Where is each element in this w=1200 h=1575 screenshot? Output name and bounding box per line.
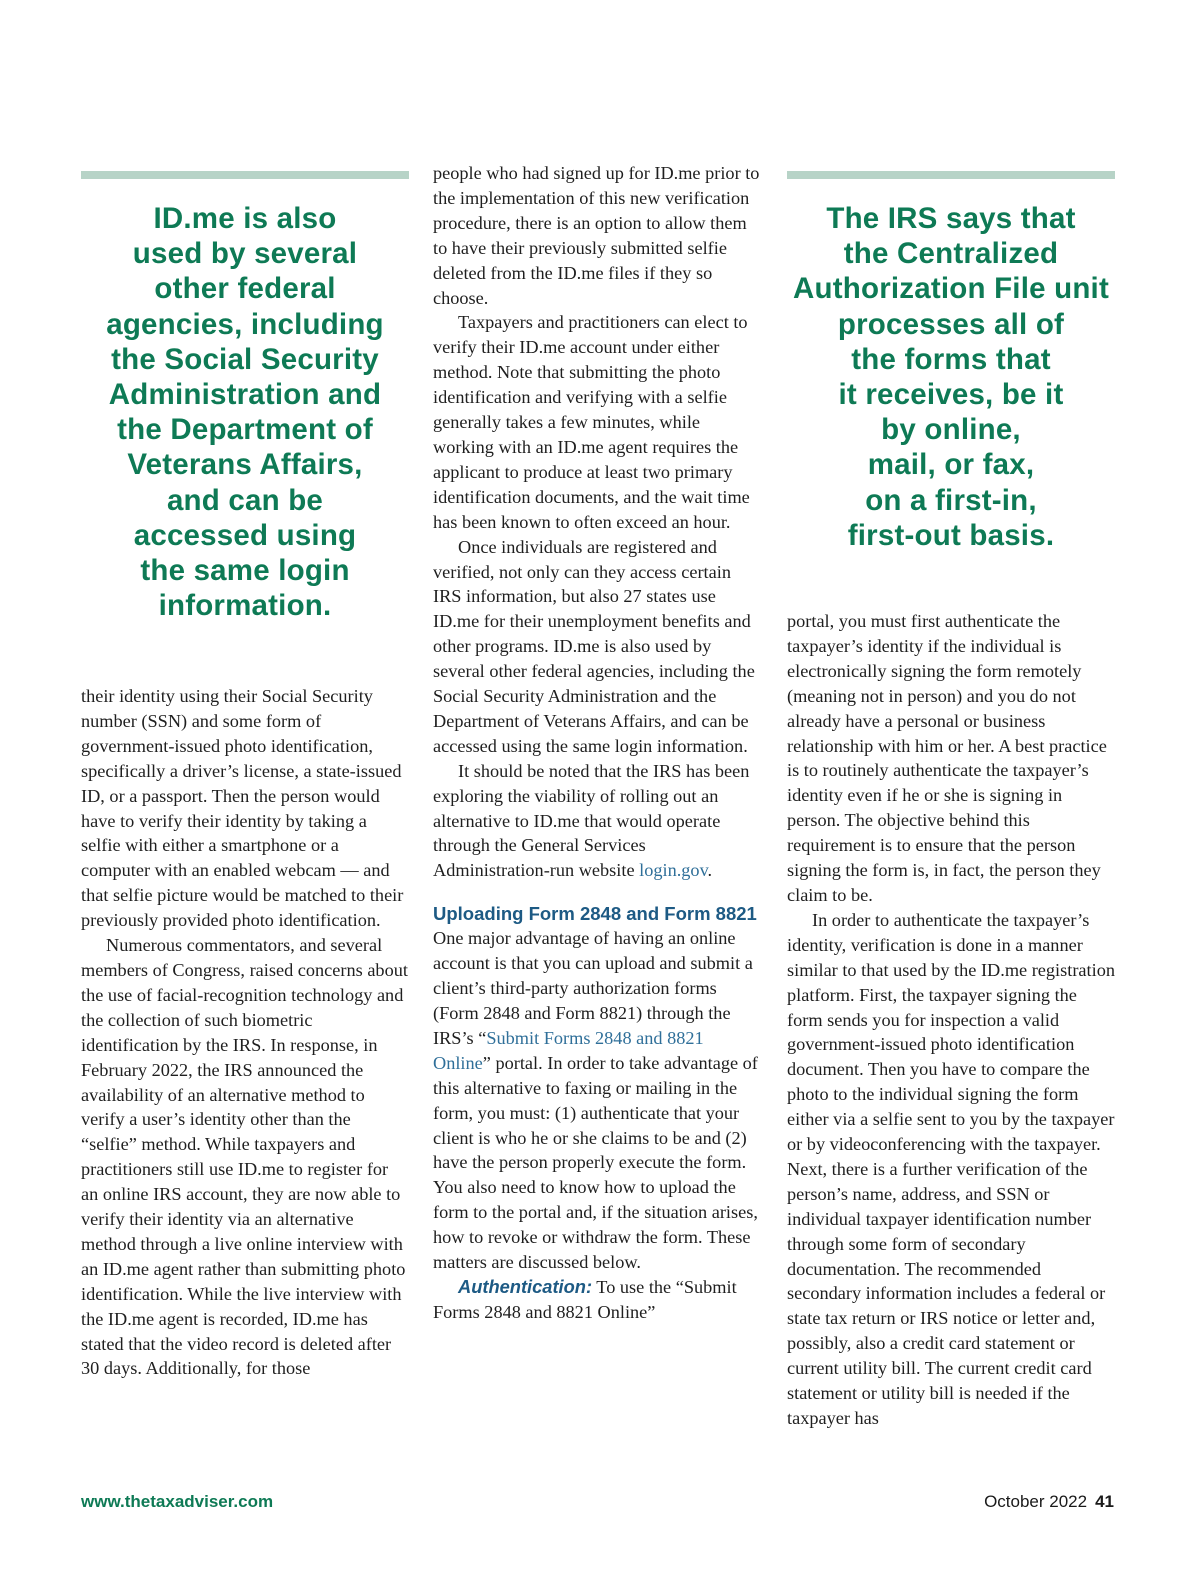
paragraph-text: ” portal. In order to take advantage of this alternative to faxing or mailing in the form, you must: (1) authenticate that your client is who he or she claims to be and (2) have the person properly execute the form. You also need to know how to upload the form to the portal and, if the situation arises, how to revoke or withdraw the form. These matters are discussed below. [433,1052,758,1273]
pullquote-line: ID.me is also [153,202,337,235]
pullquote-line: Authorization File unit [793,272,1109,306]
pullquote-line: agencies, including [106,307,384,341]
paragraph-text: One major advantage of having an online account is that you can upload and submit a client’s third-party authorization forms (Form 2848 and Form 8821) through the IRS’s “ [433,928,753,1048]
column-1-body [81,684,409,1381]
pullquote-line: the Department of [117,413,373,447]
submit-forms-link[interactable]: Submit Forms 2848 and 8821 Online [433,1027,704,1073]
pullquote-line: the Centralized [843,237,1059,271]
paragraph: their identity using their Social Security number (SSN) and some form of government-issued photo identification, specifically a driver’s license, a state-issued ID, or a passport. Then the person would have to verify their identity by taking a selfie with either a smartphone or a computer with an enabled webcam — and that selfie picture would be matched to their previously provided photo identification. [81,686,404,931]
pullquote-line: accessed using [133,518,357,552]
pullquote-line: the Social Security [111,342,379,376]
footer-issue [984,1492,1114,1512]
paragraph: Once individuals are registered and verified, not only can they access certain IRS information, but also 27 states use ID.me for their unemployment benefits and other programs. ID.me is also used by several other federal agencies, including the Social Security Administration and the Department of Veterans Affairs, and can be accessed using the same login information. [433,536,755,756]
paragraph [433,926,761,1275]
pullquote-right [778,201,1124,553]
pullquote-line: by online, [881,413,1021,447]
pullquote-line: first-out basis. [847,518,1055,552]
pullquote-line: The IRS says that [826,202,1076,235]
pullquote-line: the forms that [851,342,1051,376]
run-in-heading: Authentication: [458,1275,593,1297]
paragraph: people who had signed up for ID.me prior to the implementation of this new verification procedure, there is an option to allow them to have their previously submitted selfie deleted from the ID.me files if they so choose. [433,163,760,308]
pullquote-line: Administration and [108,378,382,412]
pullquote-right-rule [787,171,1115,179]
paragraph: Taxpayers and practitioners can elect to verify their ID.me account under either method. Note that submitting the photo identification and verifying with a selfie generally takes a few minutes, while working with an ID.me agent requires the applicant to produce at least two primary identification documents, and the wait time has been known to often exceed an hour. [433,312,750,532]
paragraph-text: To use the “Submit Forms 2848 and 8821 Online” [433,1276,737,1322]
paragraph: In order to authenticate the taxpayer’s identity, verification is done in a manner similar to that used by the ID.me registration platform. First, the taxpayer signing the form sends you for inspection a valid government-issued photo identification document. Then you have to compare the photo to the individual signing the form either via a selfie sent to you by the taxpayer or by videoconferencing with the taxpayer. Next, there is a further verification of the person’s name, address, and SSN or individual taxpayer identification number through some form of secondary documentation. The recommended secondary information includes a federal or state tax return or IRS notice or letter and, possibly, also a credit card statement or current utility bill. The current credit card statement or utility bill is needed if the taxpayer has [787,909,1115,1428]
pullquote-line: information. [158,589,332,623]
pullquote-line: mail, or fax, [867,448,1035,482]
paragraph [433,759,761,884]
paragraph: portal, you must first authenticate the taxpayer’s identity if the individual is electronically signing the form remotely (meaning not in person) and you do not already have a personal or business relationship with him or her. A best practice is to routinely authenticate the taxpayer’s identity even if he or she is signing in person. The objective behind this requirement is to ensure that the person signing the form is, in fact, the person they claim to be. [787,611,1107,905]
paragraph-text: It should be noted that the IRS has been exploring the viability of rolling out an alternative to ID.me that would operate through the General Services Administration-run website [433,760,750,881]
paragraph [433,1275,761,1325]
paragraph: Numerous commentators, and several members of Congress, raised concerns about the use of facial-recognition technology and the collection of such biometric identification by the IRS. In response, in February 2022, the IRS announced the availability of an alternative method to verify a user’s identity other than the “selfie” method. While taxpayers and practitioners still use ID.me to register for an online IRS account, they are now able to verify their identity via an alternative method through a live online interview with an ID.me agent rather than submitting photo identification. While the live interview with the ID.me agent is recorded, ID.me has stated that the video record is deleted after 30 days. Additionally, for those [81,935,408,1379]
pullquote-line: and can be [166,483,324,517]
pullquote-left-rule [81,171,409,179]
column-2-body [433,161,761,1325]
login-gov-link[interactable]: login.gov [639,860,708,881]
pullquote-line: it receives, be it [838,378,1064,412]
column-3-body [787,609,1115,1431]
page-number: 41 [1095,1492,1114,1511]
pullquote-line: other federal [154,272,336,306]
pullquote-left [81,201,409,623]
pullquote-line: the same login [140,554,350,588]
pullquote-line: processes all of [837,307,1065,341]
issue-date: October 2022 [984,1492,1088,1511]
pullquote-line: Veterans Affairs, [127,448,363,482]
pullquote-line: on a first-in, [865,483,1037,517]
section-subhead: Uploading Form 2848 and Form 8821 [433,903,757,925]
pullquote-line: used by several [132,237,358,271]
footer-website: www.thetaxadviser.com [81,1492,274,1511]
paragraph-text: . [707,860,713,881]
